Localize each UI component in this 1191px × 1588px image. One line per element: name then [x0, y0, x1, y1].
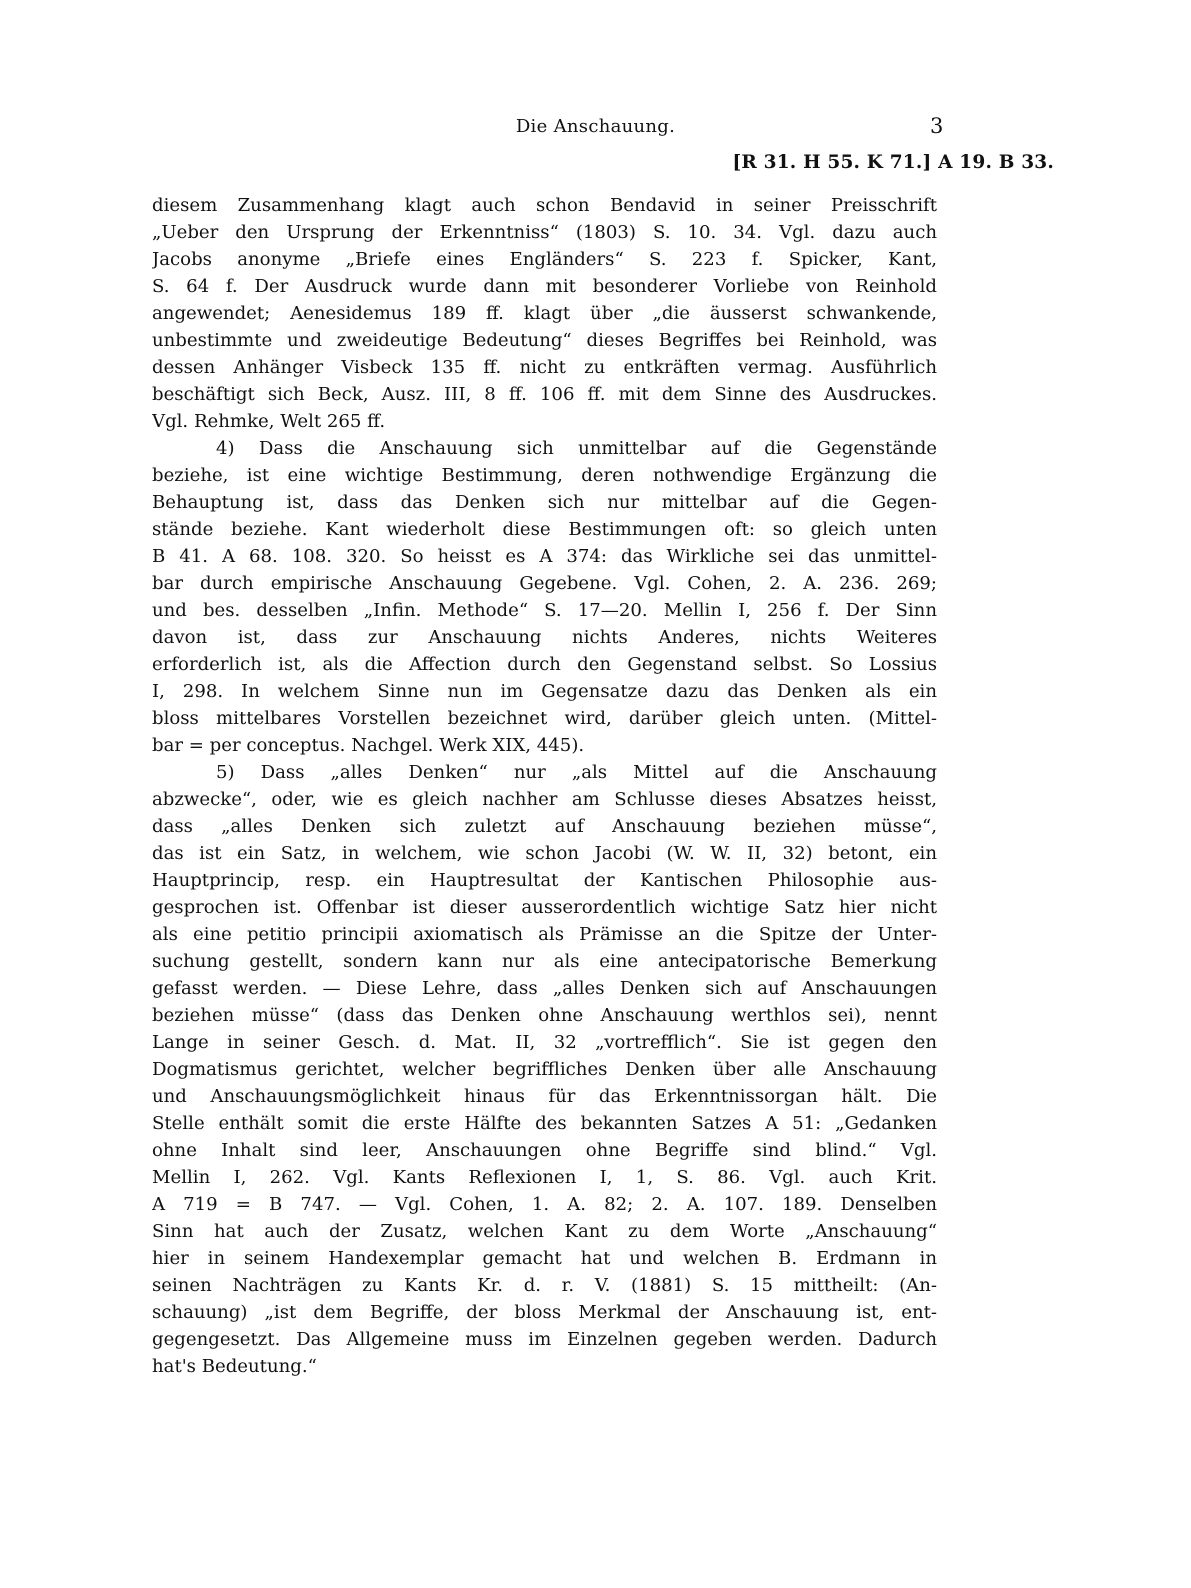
- text-line: Jacobs anonyme „Briefe eines Engländers“ S. 223 f. Spicker, Kant,: [152, 249, 937, 270]
- text-line: davon ist, dass zur Anschauung nichts Anderes, nichts Weiteres: [152, 627, 937, 648]
- text-line: S. 64 f. Der Ausdruck wurde dann mit besonderer Vorliebe von Reinhold: [152, 276, 937, 297]
- text-line: beschäftigt sich Beck, Ausz. III, 8 ff. 106 ff. mit dem Sinne des Ausdruckes.: [152, 384, 937, 405]
- text-line: gefasst werden. — Diese Lehre, dass „alles Denken sich auf Anschauungen: [152, 978, 937, 999]
- text-line: dessen Anhänger Visbeck 135 ff. nicht zu entkräften vermag. Ausführlich: [152, 357, 937, 378]
- text-line: erforderlich ist, als die Affection durch den Gegenstand selbst. So Lossius: [152, 654, 937, 675]
- text-line: B 41. A 68. 108. 320. So heisst es A 374: das Wirkliche sei das unmittel-: [152, 546, 937, 567]
- text-line: „Ueber den Ursprung der Erkenntniss“ (1803) S. 10. 34. Vgl. dazu auch: [152, 222, 937, 243]
- text-line: stände beziehe. Kant wiederholt diese Bestimmungen oft: so gleich unten: [152, 519, 937, 540]
- text-line: abzwecke“, oder, wie es gleich nachher am Schlusse dieses Absatzes heisst,: [152, 789, 937, 810]
- text-line: und Anschauungsmöglichkeit hinaus für das Erkenntnissorgan hält. Die: [152, 1086, 937, 1107]
- text-line: gegengesetzt. Das Allgemeine muss im Einzelnen gegeben werden. Dadurch: [152, 1329, 937, 1350]
- text-line: I, 298. In welchem Sinne nun im Gegensatze dazu das Denken als ein: [152, 681, 937, 702]
- text-line: als eine petitio principii axiomatisch als Prämisse an die Spitze der Unter-: [152, 924, 937, 945]
- page-number: 3: [930, 114, 944, 138]
- note-4-first-line: 4) Dass die Anschauung sich unmittelbar auf die Gegenstände: [216, 438, 937, 459]
- note-5-first-line: 5) Dass „alles Denken“ nur „als Mittel auf die Anschauung: [216, 762, 937, 783]
- text-line: gesprochen ist. Offenbar ist dieser ausserordentlich wichtige Satz hier nicht: [152, 897, 937, 918]
- text-line: seinen Nachträgen zu Kants Kr. d. r. V. (1881) S. 15 mittheilt: (An-: [152, 1275, 937, 1296]
- text-line: bloss mittelbares Vorstellen bezeichnet wird, darüber gleich unten. (Mittel-: [152, 708, 937, 729]
- text-line: Lange in seiner Gesch. d. Mat. II, 32 „vortrefflich“. Sie ist gegen den: [152, 1032, 937, 1053]
- text-line: Dogmatismus gerichtet, welcher begriffliches Denken über alle Anschauung: [152, 1059, 937, 1080]
- text-line: diesem Zusammenhang klagt auch schon Bendavid in seiner Preisschrift: [152, 195, 937, 216]
- text-line: und bes. desselben „Infin. Methode“ S. 17—20. Mellin I, 256 f. Der Sinn: [152, 600, 937, 621]
- running-title: Die Anschauung.: [515, 116, 676, 137]
- text-line: Behauptung ist, dass das Denken sich nur mittelbar auf die Gegen-: [152, 492, 937, 513]
- text-line: ohne Inhalt sind leer, Anschauungen ohne Begriffe sind blind.“ Vgl.: [152, 1140, 937, 1161]
- text-line: suchung gestellt, sondern kann nur als eine antecipatorische Bemerkung: [152, 951, 937, 972]
- footnote-text: [152, 192, 937, 1380]
- text-line: unbestimmte und zweideutige Bedeutung“ dieses Begriffes bei Reinhold, was: [152, 330, 937, 351]
- text-line: bar = per conceptus. Nachgel. Werk XIX, 445).: [152, 735, 585, 756]
- text-line: bar durch empirische Anschauung Gegebene. Vgl. Cohen, 2. A. 236. 269;: [152, 573, 937, 594]
- text-line: beziehen müsse“ (dass das Denken ohne Anschauung werthlos sei), nennt: [152, 1005, 937, 1026]
- text-line: schauung) „ist dem Begriffe, der bloss Merkmal der Anschauung ist, ent-: [152, 1302, 937, 1323]
- text-line: Mellin I, 262. Vgl. Kants Reflexionen I, 1, S. 86. Vgl. auch Krit.: [152, 1167, 937, 1188]
- text-line: angewendet; Aenesidemus 189 ff. klagt über „die äusserst schwankende,: [152, 303, 937, 324]
- text-line: Stelle enthält somit die erste Hälfte des bekannten Satzes A 51: „Gedanken: [152, 1113, 937, 1134]
- reference-line: [R 31. H 55. K 71.] A 19. B 33.: [732, 152, 1054, 173]
- text-line: das ist ein Satz, in welchem, wie schon Jacobi (W. W. II, 32) betont, ein: [152, 843, 937, 864]
- text-line: Hauptprincip, resp. ein Hauptresultat der Kantischen Philosophie aus-: [152, 870, 937, 891]
- text-line: dass „alles Denken sich zuletzt auf Anschauung beziehen müsse“,: [152, 816, 937, 837]
- text-line: A 719 = B 747. — Vgl. Cohen, 1. A. 82; 2. A. 107. 189. Denselben: [152, 1194, 937, 1215]
- text-line: hier in seinem Handexemplar gemacht hat und welchen B. Erdmann in: [152, 1248, 937, 1269]
- text-line: beziehe, ist eine wichtige Bestimmung, deren nothwendige Ergänzung die: [152, 465, 937, 486]
- text-line: Vgl. Rehmke, Welt 265 ff.: [152, 411, 386, 432]
- text-line: hat's Bedeutung.“: [152, 1356, 317, 1377]
- text-line: Sinn hat auch der Zusatz, welchen Kant zu dem Worte „Anschauung“: [152, 1221, 937, 1242]
